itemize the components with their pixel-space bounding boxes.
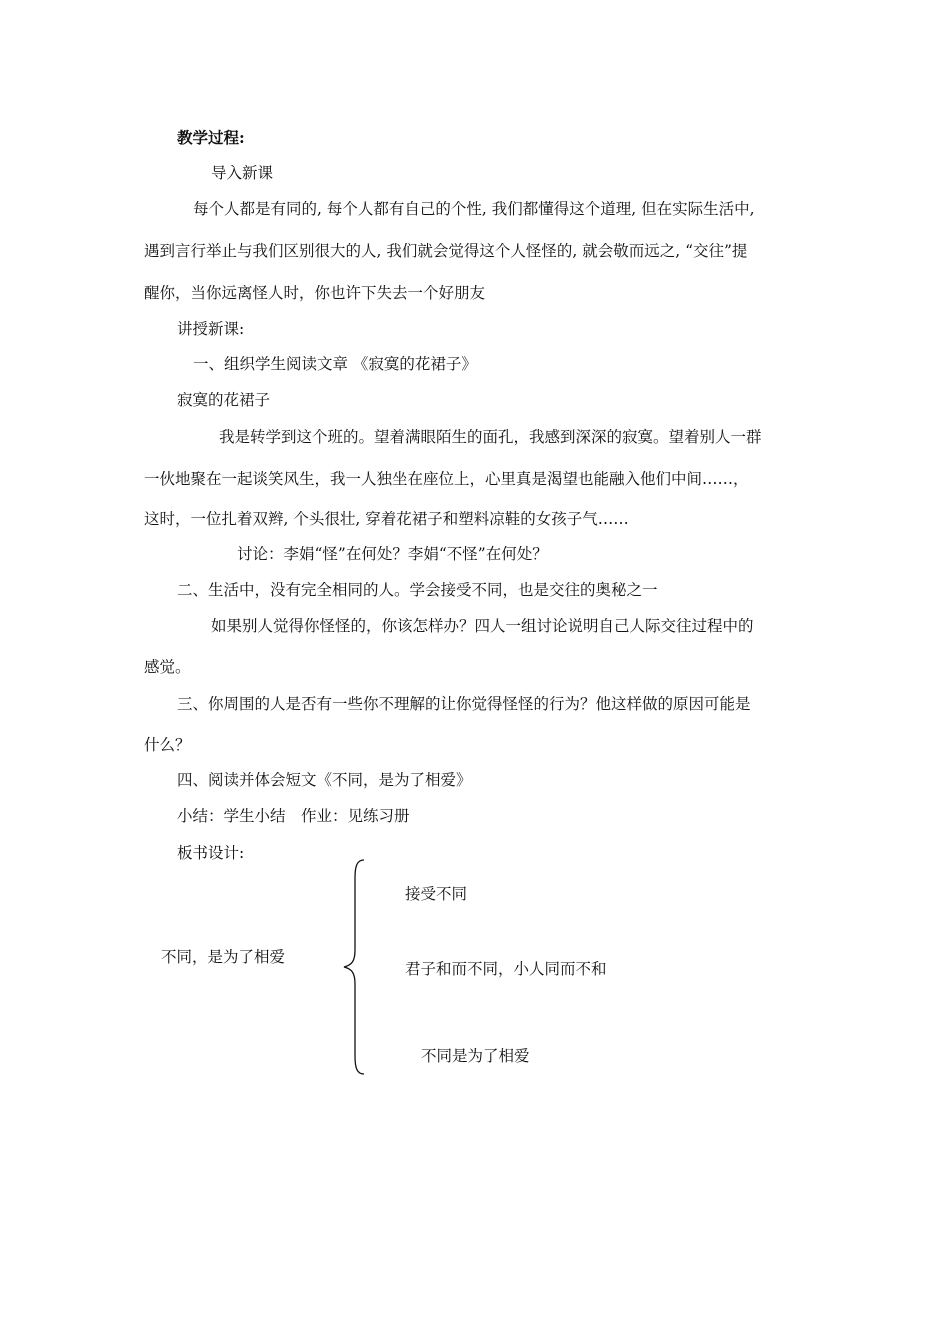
- section-heading: 教学过程:: [177, 128, 245, 147]
- step-3-line-1: 三、你周围的人是否有一些你不理解的让你觉得怪怪的行为？他这样做的原因可能是: [177, 695, 751, 713]
- story-paragraph-line-3: 这时，一位扎着双辫, 个头很壮, 穿着花裙子和塑料凉鞋的女孩子气……: [144, 510, 629, 528]
- board-main-topic: 不同，是为了相爱: [161, 948, 286, 966]
- step-3-line-2: 什么？: [144, 736, 191, 754]
- story-paragraph-line-2: 一伙地聚在一起谈笑风生，我一人独坐在座位上，心里真是渴望也能融入他们中间……，: [144, 470, 749, 488]
- intro-paragraph-line-2: 遇到言行举止与我们区别很大的人, 我们就会觉得这个人怪怪的, 就会敬而远之, “交往”提: [144, 242, 748, 260]
- curly-brace: [342, 858, 372, 1076]
- step-4: 四、阅读并体会短文《不同，是为了相爱》: [177, 771, 472, 789]
- story-title: 寂寞的花裙子: [177, 391, 271, 409]
- board-item-3: 不同是为了相爱: [421, 1047, 530, 1065]
- discussion-question: 讨论：李娟“怪”在何处？李娟“不怪”在何处？: [237, 545, 548, 563]
- lecture-label: 讲授新课:: [177, 320, 245, 338]
- board-item-1: 接受不同: [405, 885, 468, 903]
- step-1: 一、组织学生阅读文章 《寂寞的花裙子》: [193, 355, 477, 373]
- intro-label: 导入新课: [211, 164, 274, 182]
- summary-homework: 小结：学生小结 作业：见练习册: [177, 807, 410, 825]
- story-paragraph-line-1: 我是转学到这个班的。望着满眼陌生的面孔，我感到深深的寂寞。望着别人一群: [219, 428, 762, 446]
- step-2-paragraph-line-1: 如果别人觉得你怪怪的，你该怎样办？四人一组讨论说明自己人际交往过程中的: [211, 617, 754, 635]
- step-2-paragraph-line-2: 感觉。: [144, 658, 191, 676]
- intro-paragraph-line-3: 醒你，当你远离怪人时，你也许下失去一个好朋友: [144, 284, 486, 302]
- board-item-2: 君子和而不同，小人同而不和: [405, 960, 607, 978]
- step-2: 二、生活中，没有完全相同的人。学会接受不同，也是交往的奥秘之一: [177, 581, 658, 599]
- intro-paragraph-line-1: 每个人都是有同的, 每个人都有自己的个性, 我们都懂得这个道理, 但在实际生活中,: [193, 200, 755, 218]
- board-design-label: 板书设计:: [177, 844, 245, 862]
